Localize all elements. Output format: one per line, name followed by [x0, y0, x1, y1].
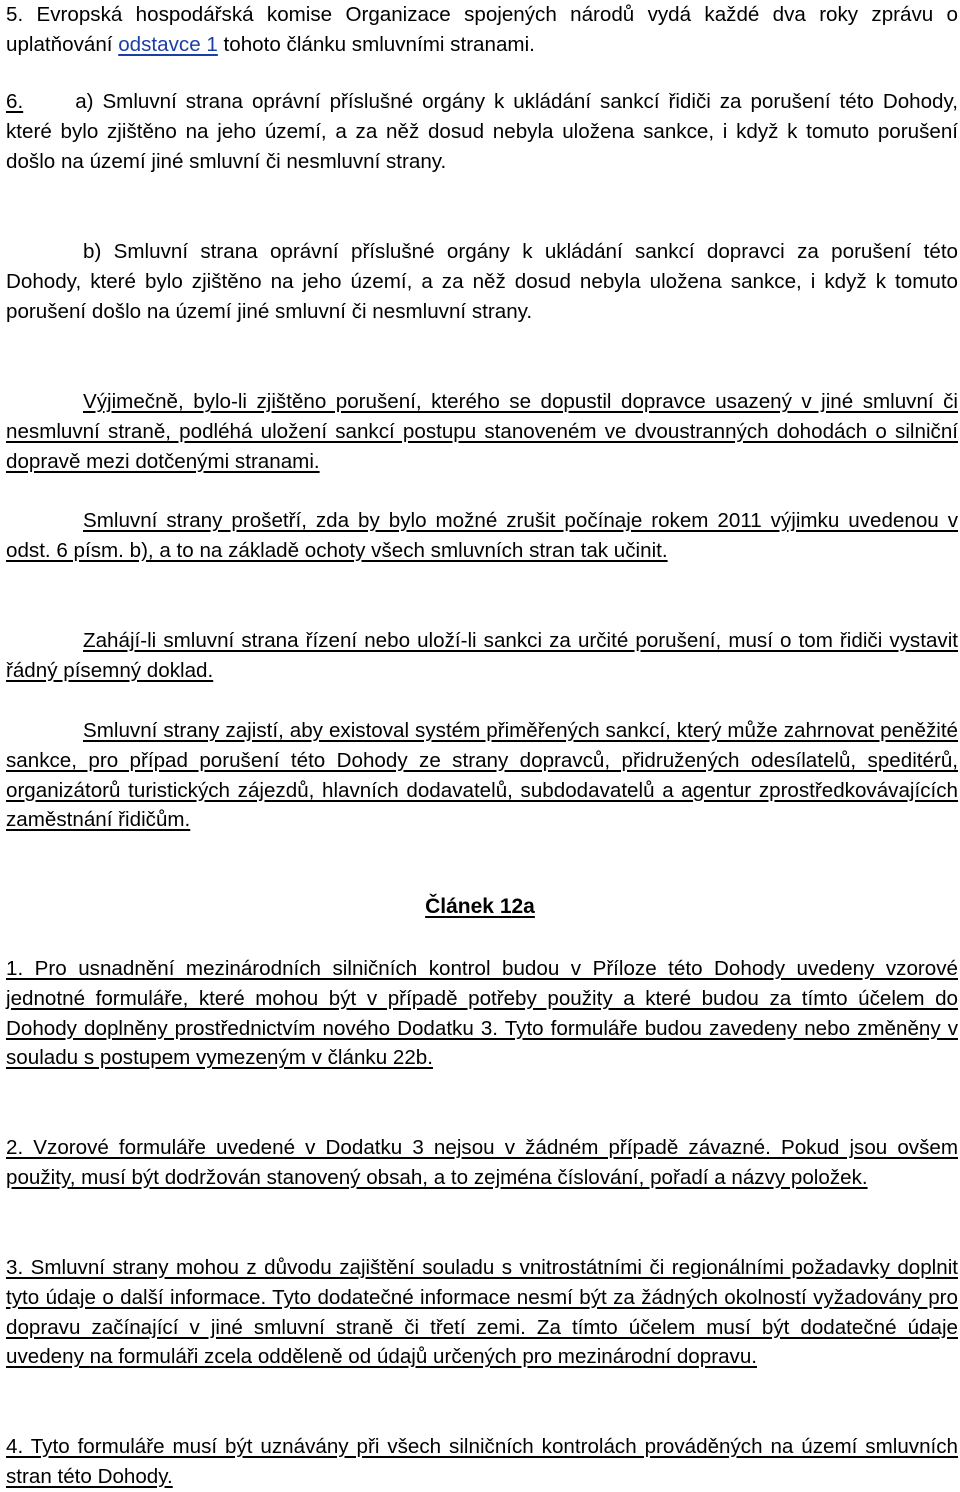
paragraph-1-link[interactable]: odstavce 1: [118, 32, 218, 56]
paragraph-review: [6, 506, 958, 566]
art-para4-text: 4. Tyto formuláře musí být uznávány při všech silničních kontrolách prováděných na území smluvních stran této Dohody.: [6, 1435, 958, 1488]
para6a-text: a) Smluvní strana oprávní příslušné orgány k ukládání sankcí řidiči za porušení této Dohody, které bylo zjištěno na jeho území, a za něž dosud nebyla uložena sankce, i když k tomuto porušení došlo na území jiné smluvní či nesmluvní strany.: [6, 90, 958, 173]
paragraph-6a: [6, 87, 958, 176]
paragraph-exception: [6, 387, 958, 476]
art-para1-text: 1. Pro usnadnění mezinárodních silničních kontrol budou v Příloze této Dohody uvedeny vzorové jednotné formuláře, které mohou být v případě potřeby použity a které budou za tímto účelem do Dohody doplněny prostřednictvím nového Dodatku 3. Tyto formuláře budou zavedeny nebo změněny v souladu s postupem vymezeným v článku 22b.: [6, 957, 958, 1070]
art-para2-text: 2. Vzorové formuláře uvedené v Dodatku 3 nejsou v žádném případě závazné. Pokud jsou ovšem použity, musí být dodržován stanovený obsah, a to zejména číslování, pořadí a názvy položek.: [6, 1136, 958, 1189]
para6-number: 6.: [6, 90, 24, 113]
para5-text-before: 5. Evropská hospodářská komise Organizace spojených národů vydá každé dva roky zprávu o uplatňování: [6, 3, 958, 56]
article-paragraph-2: [6, 1133, 958, 1193]
paragraph-sanction-system: [6, 716, 958, 835]
article-paragraph-4: [6, 1432, 958, 1492]
sanction-system-text: Smluvní strany zajistí, aby existoval systém přiměřených sankcí, který může zahrnovat peněžité sankce, pro případ porušení této Dohody ze strany dopravců, přidružených odesílatelů, speditérů, organizátorů turistických zájezdů, hlavních dodavatelů, subdodavatelů a agentur zprostředkovávajících zaměstnání řidičům.: [6, 719, 958, 832]
article-title: Článek 12a: [425, 895, 535, 918]
exception-text: Výjimečně, bylo-li zjištěno porušení, kterého se dopustil dopravce usazený v jiné smluvní či nesmluvní straně, podléhá uložení sankcí postupu stanoveném ve dvoustranných dohodách o silniční dopravě mezi dotčenými stranami.: [6, 390, 958, 473]
paragraph-6b: [6, 237, 958, 326]
review-text: Smluvní strany prošetří, zda by bylo možné zrušit počínaje rokem 2011 výjimku uvedenou v odst. 6 písm. b), a to na základě ochoty všech smluvních stran tak učinit.: [6, 509, 958, 562]
para6b-text: b) Smluvní strana oprávní příslušné orgány k ukládání sankcí dopravci za porušení této Dohody, které bylo zjištěno na jeho území, a za něž dosud nebyla uložena sankce, i když k tomuto porušení došlo na území jiné smluvní či nesmluvní strany.: [6, 240, 958, 323]
art-para3-text: 3. Smluvní strany mohou z důvodu zajištění souladu s vnitrostátními či regionálními požadavky doplnit tyto údaje o další informace. Tyto dodatečné informace nesmí být za žádných okolností vyžadovány pro dopravu začínající v jiné smluvní straně či třetí zemi. Za tímto účelem musí být dodatečné údaje uvedeny na formuláři zcela odděleně od údajů určených pro mezinárodní dopravu.: [6, 1256, 958, 1369]
paragraph-document: [6, 626, 958, 686]
document-text: Zahájí-li smluvní strana řízení nebo uloží-li sankci za určité porušení, musí o tom řidiči vystavit řádný písemný doklad.: [6, 629, 958, 682]
article-paragraph-3: [6, 1253, 958, 1372]
para5-text-after: tohoto článku smluvními stranami.: [217, 32, 535, 56]
paragraph-5: [6, 0, 958, 60]
article-paragraph-1: [6, 954, 958, 1073]
